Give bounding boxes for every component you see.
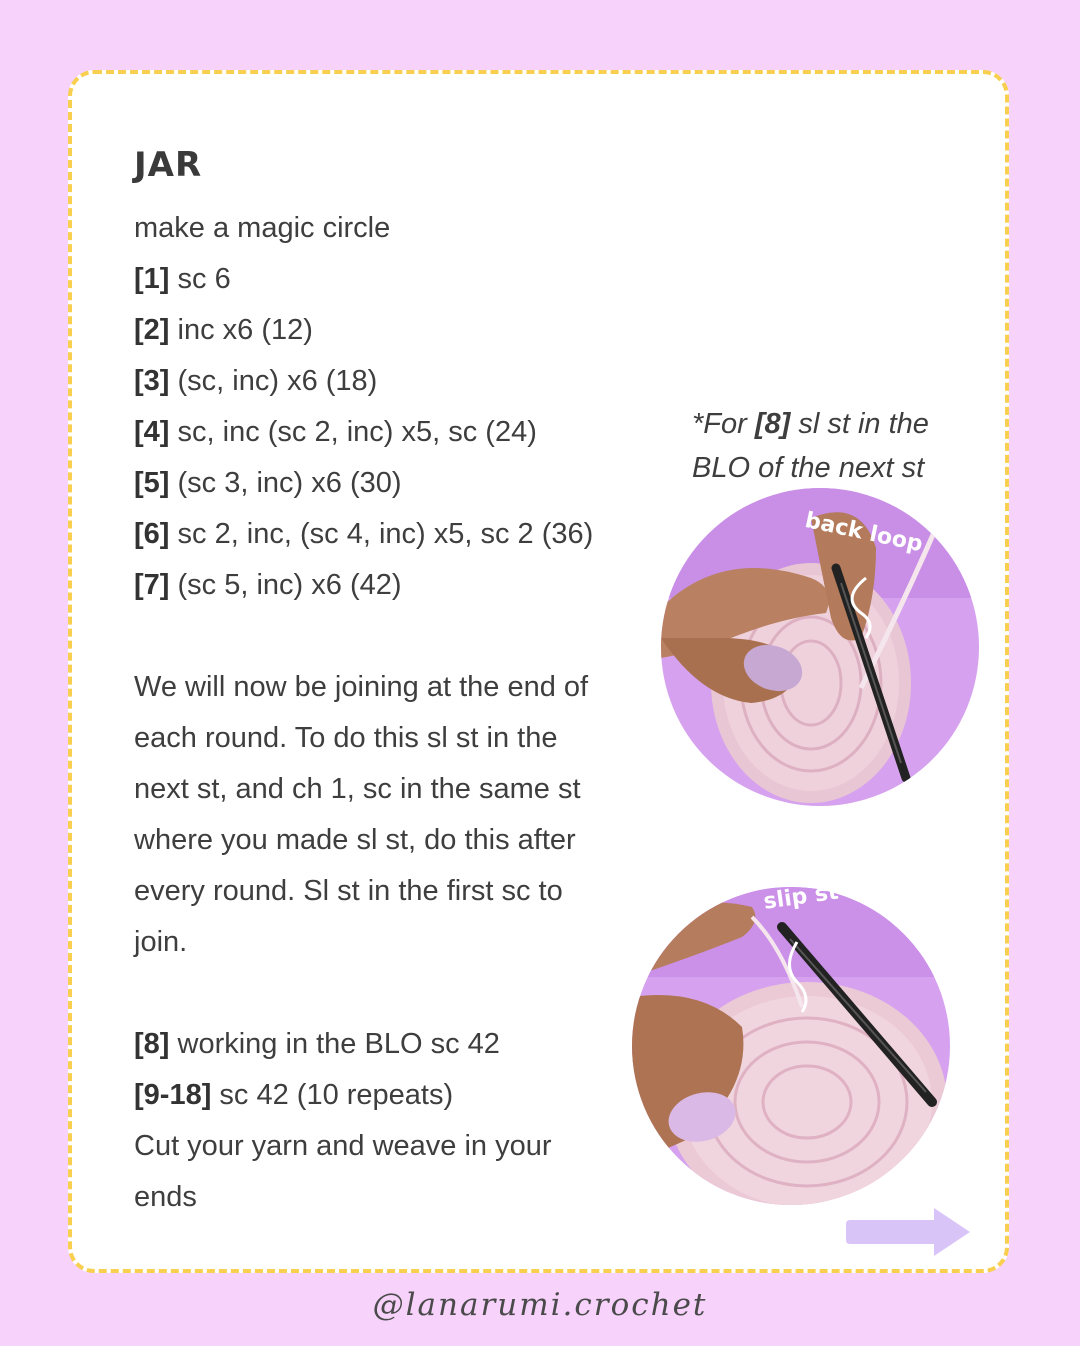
round-text: (sc 3, inc) x6 (30) <box>169 467 402 499</box>
pattern-title: JAR <box>134 145 203 185</box>
slip-st-label: slip st <box>762 879 840 915</box>
round-number: [7] <box>134 569 170 601</box>
round-line <box>134 509 654 560</box>
note-line-1 <box>692 402 992 446</box>
round-text: inc x6 (12) <box>169 314 313 346</box>
round-text: sc 2, inc, (sc 4, inc) x5, sc 2 (36) <box>169 518 594 550</box>
joining-line: every round. Sl st in the first sc to <box>134 875 563 907</box>
round-number: [1] <box>134 263 170 295</box>
round-line <box>134 560 654 611</box>
spacer <box>134 968 654 1019</box>
round-number: [9-18] <box>134 1079 212 1111</box>
joining-line: join. <box>134 926 188 958</box>
note-rest: sl st in the <box>790 408 929 440</box>
joining-line: next st, and ch 1, sc in the same st <box>134 773 581 805</box>
joining-line: each round. To do this sl st in the <box>134 722 558 754</box>
blo-note <box>692 402 992 490</box>
round-line <box>134 254 654 305</box>
round-text: sc 42 (10 repeats) <box>211 1079 454 1111</box>
spacer <box>134 611 654 662</box>
round-text: working in the BLO sc 42 <box>169 1028 500 1060</box>
round-line <box>134 356 654 407</box>
instagram-handle: @lanarumi.crochet <box>372 1287 708 1323</box>
round-number: [3] <box>134 365 170 397</box>
round-line <box>134 1070 654 1121</box>
round-text: sc 6 <box>169 263 231 295</box>
back-loop-label: back loop <box>802 508 925 558</box>
round-number: [2] <box>134 314 170 346</box>
round-number: [6] <box>134 518 170 550</box>
round-line <box>134 1019 654 1070</box>
note-line-2: BLO of the next st <box>692 452 925 484</box>
round-text: (sc 5, inc) x6 (42) <box>169 569 402 601</box>
joining-line: where you made sl st, do this after <box>134 824 576 856</box>
intro-line: make a magic circle <box>134 212 391 244</box>
note-prefix: *For <box>692 408 755 440</box>
next-arrow-icon[interactable] <box>846 1206 972 1258</box>
ending-line: ends <box>134 1181 197 1213</box>
round-number: [5] <box>134 467 170 499</box>
round-text: (sc, inc) x6 (18) <box>169 365 378 397</box>
round-text: sc, inc (sc 2, inc) x5, sc (24) <box>169 416 537 448</box>
slip-st-photo <box>632 887 950 1205</box>
pattern-instructions <box>134 203 654 1223</box>
round-number: [8] <box>134 1028 170 1060</box>
round-line <box>134 458 654 509</box>
round-line <box>134 407 654 458</box>
ending-line: Cut your yarn and weave in your <box>134 1130 552 1162</box>
round-line <box>134 305 654 356</box>
round-number: [4] <box>134 416 170 448</box>
note-ref: [8] <box>754 408 791 440</box>
joining-line: We will now be joining at the end of <box>134 671 589 703</box>
